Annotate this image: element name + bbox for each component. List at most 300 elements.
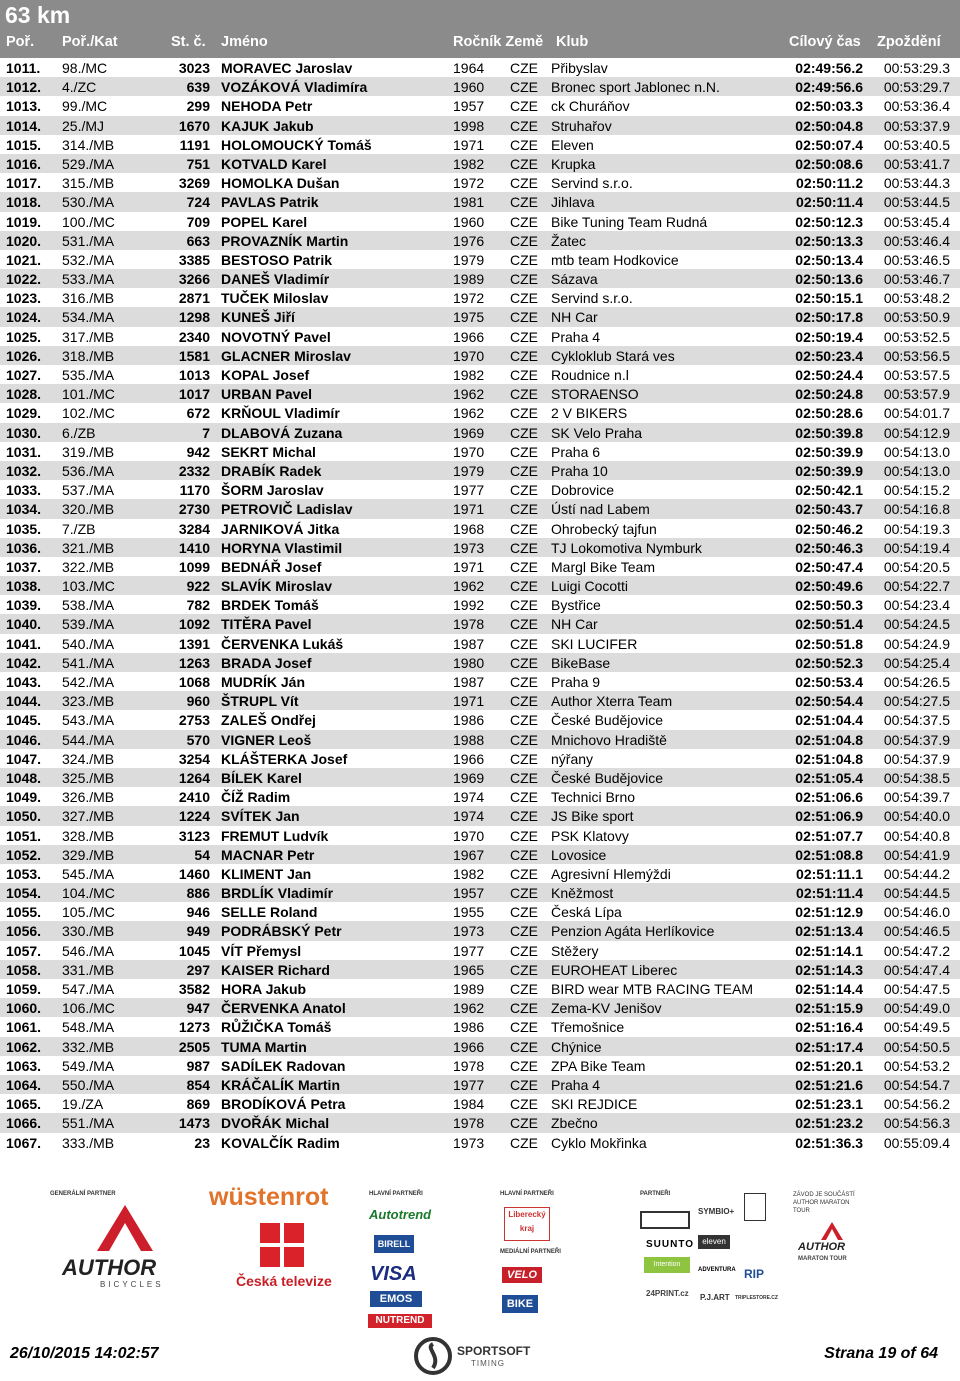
row-category-position: 549./MA [62, 1057, 115, 1074]
row-finish-time: 02:51:13.4 [795, 923, 863, 940]
row-time-behind: 00:53:46.4 [883, 232, 950, 249]
amt-label: ZÁVOD JE SOUČÁSTÍ AUTHOR MARATON TOUR [793, 1192, 855, 1214]
row-position: 1019. [6, 213, 42, 230]
row-name: SADÍLEK Radovan [221, 1057, 346, 1074]
row-category-position: 323./MB [62, 693, 115, 710]
row-start-number: 3254 [178, 750, 210, 767]
row-year: 1989 [453, 271, 485, 288]
row-country: CZE [510, 1096, 538, 1113]
row-club: Luigi Cocotti [551, 578, 629, 595]
row-finish-time: 02:51:23.2 [795, 1115, 863, 1132]
row-position: 1036. [6, 539, 42, 556]
row-start-number: 1013 [178, 367, 210, 383]
row-country: CZE [510, 961, 538, 978]
row-name: URBAN Pavel [221, 386, 313, 403]
row-position: 1030. [6, 424, 42, 441]
row-start-number: 2410 [178, 789, 210, 806]
amt-logo-icon [820, 1221, 844, 1241]
row-time-behind: 00:53:50.9 [883, 309, 950, 326]
row-country: CZE [510, 405, 538, 422]
row-category-position: 103./MC [62, 578, 115, 595]
row-finish-time: 02:50:12.3 [795, 213, 863, 230]
row-country: CZE [510, 155, 538, 172]
row-country: CZE [510, 60, 538, 76]
row-position: 1062. [6, 1038, 42, 1055]
row-finish-time: 02:50:51.8 [795, 635, 863, 652]
table-row [0, 154, 960, 173]
row-year: 1962 [453, 386, 485, 403]
row-start-number: 1191 [179, 136, 210, 153]
row-finish-time: 02:50:50.3 [795, 597, 863, 614]
row-name: SEKRT Michal [221, 443, 316, 460]
row-time-behind: 00:53:36.4 [883, 98, 950, 115]
row-time-behind: 00:53:41.7 [883, 155, 950, 172]
row-club: Lovosice [551, 846, 607, 863]
row-name: TITĚRA Pavel [221, 616, 312, 633]
row-category-position: 332./MB [62, 1038, 115, 1055]
row-year: 1965 [453, 961, 485, 978]
row-time-behind: 00:54:53.2 [883, 1057, 950, 1074]
row-country: CZE [510, 136, 538, 153]
row-name: VOZÁKOVÁ Vladimíra [221, 79, 368, 96]
row-name: DLABOVÁ Zuzana [221, 424, 343, 441]
row-club: Třemošnice [551, 1019, 625, 1036]
ceska-televize-icon [258, 1221, 308, 1271]
row-position: 1048. [6, 769, 42, 786]
row-time-behind: 00:54:49.0 [883, 1000, 950, 1017]
row-category-position: 316./MB [62, 290, 115, 307]
row-country: CZE [510, 865, 538, 882]
main-partners-label: HLAVNÍ PARTNEŘI [369, 1191, 423, 1197]
row-club: Krupka [551, 155, 596, 172]
row-position: 1051. [6, 827, 42, 844]
table-row [0, 826, 960, 845]
row-club: České Budějovice [551, 769, 664, 786]
row-position: 1043. [6, 674, 42, 690]
row-country: CZE [510, 1057, 538, 1074]
autotrend-logo: Autotrend [369, 1207, 432, 1222]
row-category-position: 320./MB [62, 501, 115, 518]
row-name: VIGNER Leoš [221, 731, 312, 748]
row-name: HOLOMOUCKÝ Tomáš [221, 136, 372, 153]
row-name: BEDNÁŘ Josef [221, 558, 322, 575]
row-country: CZE [510, 981, 538, 997]
row-finish-time: 02:50:08.6 [795, 155, 863, 172]
pjart-logo: P.J.ART [700, 1293, 730, 1302]
row-start-number: 3269 [178, 175, 210, 192]
row-year: 1986 [453, 1019, 485, 1036]
row-time-behind: 00:54:25.4 [883, 654, 950, 671]
row-position: 1027. [6, 367, 42, 383]
row-country: CZE [510, 942, 538, 959]
row-finish-time: 02:50:13.6 [795, 271, 863, 288]
row-category-position: 318./MB [62, 347, 115, 364]
row-time-behind: 00:54:15.2 [883, 482, 950, 499]
row-time-behind: 00:53:46.7 [883, 271, 950, 288]
row-category-position: 325./MB [62, 769, 115, 786]
row-year: 1972 [453, 175, 485, 192]
row-country: CZE [510, 712, 538, 729]
row-year: 1975 [453, 309, 485, 326]
row-start-number: 663 [186, 232, 210, 249]
row-finish-time: 02:51:04.8 [795, 750, 863, 767]
row-year: 1970 [453, 443, 485, 460]
row-club: BikeBase [551, 654, 611, 671]
row-start-number: 1092 [178, 616, 210, 633]
row-finish-time: 02:50:07.4 [795, 136, 863, 153]
row-time-behind: 00:53:45.4 [883, 213, 950, 230]
row-position: 1023. [6, 290, 42, 307]
row-start-number: 947 [186, 1000, 210, 1017]
table-row [0, 845, 960, 864]
row-year: 1976 [453, 232, 485, 249]
row-club: PSK Klatovy [551, 827, 629, 844]
col-st: St. č. [171, 34, 206, 50]
row-time-behind: 00:54:24.9 [883, 635, 950, 652]
row-country: CZE [510, 328, 538, 345]
row-time-behind: 00:54:16.8 [883, 501, 950, 518]
col-zpozdeni: Zpoždění [877, 34, 941, 50]
row-category-position: 324./MB [62, 750, 115, 767]
row-club: Mnichovo Hradiště [551, 731, 667, 748]
table-row [0, 672, 960, 691]
row-club: EUROHEAT Liberec [551, 961, 678, 978]
row-year: 1960 [453, 213, 485, 230]
row-finish-time: 02:50:11.4 [796, 194, 863, 211]
row-position: 1025. [6, 328, 42, 345]
row-country: CZE [510, 539, 538, 556]
row-category-position: 541./MA [62, 654, 115, 671]
row-country: CZE [510, 731, 538, 748]
table-row [0, 423, 960, 442]
row-position: 1056. [6, 923, 42, 940]
row-club: mtb team Hodkovice [551, 251, 679, 268]
row-club: Ohrobecký tajfun [551, 520, 657, 537]
row-country: CZE [510, 117, 538, 134]
row-time-behind: 00:53:44.5 [883, 194, 950, 211]
row-year: 1981 [453, 194, 485, 211]
row-year: 1973 [453, 923, 485, 940]
row-start-number: 23 [194, 1134, 210, 1151]
row-year: 1968 [453, 520, 485, 537]
row-time-behind: 00:54:49.5 [883, 1019, 950, 1036]
row-start-number: 1581 [178, 347, 210, 364]
row-country: CZE [510, 1000, 538, 1017]
row-finish-time: 02:50:46.3 [795, 539, 863, 556]
col-klub: Klub [556, 34, 589, 50]
wustenrot-logo: wüstenrot [209, 1183, 329, 1211]
table-row [0, 212, 960, 231]
row-start-number: 1410 [178, 539, 210, 556]
row-finish-time: 02:49:56.2 [795, 60, 863, 76]
row-category-position: 543./MA [62, 712, 115, 729]
row-time-behind: 00:54:47.2 [883, 942, 950, 959]
row-category-position: 533./MA [62, 271, 115, 288]
row-finish-time: 02:49:56.6 [795, 79, 863, 96]
row-time-behind: 00:53:48.2 [883, 290, 950, 307]
row-club: Cyklo Mokřinka [551, 1134, 647, 1151]
table-row [0, 135, 960, 154]
table-row [0, 883, 960, 902]
table-row [0, 442, 960, 461]
row-country: CZE [510, 347, 538, 364]
row-time-behind: 00:53:40.5 [883, 136, 950, 153]
row-finish-time: 02:51:07.7 [795, 827, 863, 844]
row-year: 1969 [453, 769, 485, 786]
row-category-position: 326./MB [62, 789, 115, 806]
row-name: PODRÁBSKÝ Petr [221, 923, 342, 940]
row-name: KOTVALD Karel [221, 155, 327, 172]
row-club: NH Car [551, 616, 598, 633]
row-name: KRÁČALÍK Martin [221, 1076, 340, 1093]
row-name: KLIMENT Jan [221, 865, 312, 882]
table-row [0, 499, 960, 518]
row-year: 1974 [453, 789, 485, 806]
row-position: 1011. [6, 60, 41, 76]
row-club: Eleven [551, 136, 594, 153]
row-year: 1987 [453, 674, 485, 690]
row-country: CZE [510, 904, 538, 921]
row-category-position: 104./MC [62, 885, 115, 902]
row-start-number: 54 [194, 846, 210, 863]
row-category-position: 538./MA [62, 597, 115, 614]
row-finish-time: 02:50:13.4 [795, 251, 863, 268]
table-row [0, 730, 960, 749]
row-category-position: 548./MA [62, 1019, 115, 1036]
row-club: BIRD wear MTB RACING TEAM [551, 981, 753, 997]
row-country: CZE [510, 213, 538, 230]
table-row [0, 250, 960, 269]
general-partner-label: GENERÁLNÍ PARTNER [50, 1191, 116, 1197]
row-finish-time: 02:51:04.8 [795, 731, 863, 748]
row-category-position: 321./MB [62, 539, 115, 556]
row-year: 1979 [453, 251, 485, 268]
row-finish-time: 02:50:51.4 [795, 616, 863, 633]
row-position: 1046. [6, 731, 42, 748]
row-name: RŮŽIČKA Tomáš [221, 1019, 332, 1036]
table-row [0, 480, 960, 499]
row-year: 1978 [453, 1057, 485, 1074]
row-name: NEHODA Petr [221, 98, 313, 115]
row-time-behind: 00:54:01.7 [883, 405, 950, 422]
row-finish-time: 02:50:39.9 [795, 462, 863, 479]
row-start-number: 946 [186, 904, 210, 921]
visa-logo: VISA [370, 1263, 417, 1285]
row-category-position: 328./MB [62, 827, 115, 844]
row-start-number: 2505 [178, 1038, 210, 1055]
row-country: CZE [510, 1115, 538, 1132]
table-row [0, 749, 960, 768]
row-year: 1973 [453, 1134, 485, 1151]
row-name: JARNIKOVÁ Jitka [221, 520, 340, 537]
row-start-number: 2753 [178, 712, 210, 729]
row-year: 1974 [453, 808, 485, 825]
partner-badge-2 [744, 1193, 766, 1221]
row-country: CZE [510, 386, 538, 403]
row-name: BÍLEK Karel [221, 769, 302, 786]
row-year: 1992 [453, 597, 485, 614]
table-row [0, 231, 960, 250]
row-start-number: 1263 [178, 654, 210, 671]
row-finish-time: 02:50:11.2 [796, 175, 863, 192]
row-time-behind: 00:53:29.3 [883, 60, 950, 76]
row-time-behind: 00:54:44.2 [883, 865, 950, 882]
row-time-behind: 00:54:37.5 [883, 712, 950, 729]
row-name: POPEL Karel [221, 213, 308, 230]
row-time-behind: 00:53:29.7 [883, 79, 950, 96]
row-category-position: 333./MB [62, 1134, 115, 1151]
row-year: 1978 [453, 1115, 485, 1132]
row-category-position: 330./MB [62, 923, 115, 940]
row-year: 1978 [453, 616, 485, 633]
row-country: CZE [510, 309, 538, 326]
row-time-behind: 00:54:40.0 [883, 808, 950, 825]
row-finish-time: 02:51:08.8 [795, 846, 863, 863]
row-club: Struhařov [551, 117, 612, 134]
table-row [0, 288, 960, 307]
row-time-behind: 00:53:37.9 [883, 117, 950, 134]
author-sub: BICYCLES [100, 1280, 164, 1289]
row-time-behind: 00:54:38.5 [883, 769, 950, 786]
row-club: ZPA Bike Team [551, 1057, 646, 1074]
row-time-behind: 00:54:56.3 [883, 1115, 950, 1132]
author-logo: AUTHOR [62, 1255, 157, 1280]
row-country: CZE [510, 520, 538, 537]
row-name: BRDLÍK Vladimír [221, 885, 334, 902]
row-category-position: 537./MA [62, 482, 115, 499]
row-year: 1986 [453, 712, 485, 729]
row-year: 1962 [453, 578, 485, 595]
row-finish-time: 02:51:11.1 [796, 865, 863, 882]
row-year: 1970 [453, 347, 485, 364]
row-start-number: 854 [186, 1076, 210, 1093]
row-start-number: 942 [186, 443, 210, 460]
row-club: SKI REJDICE [551, 1096, 638, 1113]
row-category-position: 542./MA [62, 674, 115, 690]
row-start-number: 570 [186, 731, 210, 748]
row-finish-time: 02:51:14.4 [795, 981, 863, 997]
row-start-number: 297 [186, 961, 210, 978]
row-finish-time: 02:51:12.9 [795, 904, 863, 921]
row-country: CZE [510, 232, 538, 249]
row-country: CZE [510, 367, 538, 383]
partner-badge-1 [640, 1211, 690, 1229]
column-headers [0, 34, 960, 54]
row-start-number: 3023 [178, 60, 210, 76]
row-club: Penzion Agáta Herlíkovice [551, 923, 715, 940]
row-position: 1053. [6, 865, 42, 882]
row-country: CZE [510, 674, 538, 690]
row-year: 1957 [453, 885, 485, 902]
row-finish-time: 02:51:21.6 [795, 1076, 863, 1093]
row-name: DANEŠ Vladimír [221, 271, 330, 288]
row-category-position: 314./MB [62, 136, 115, 153]
row-name: BRADA Josef [221, 654, 312, 671]
row-name: PAVLAS Patrik [221, 194, 319, 211]
sportsoft-text: SPORTSOFT [457, 1344, 531, 1358]
row-year: 1973 [453, 539, 485, 556]
row-start-number: 639 [186, 79, 210, 96]
ceska-televize-logo: Česká televize [236, 1273, 332, 1289]
row-club: Kněžmost [551, 885, 614, 902]
row-year: 1977 [453, 482, 485, 499]
row-position: 1058. [6, 961, 42, 978]
table-row [0, 864, 960, 883]
row-start-number: 1264 [178, 769, 210, 786]
velo-logo: VELO [502, 1267, 542, 1283]
row-year: 1955 [453, 904, 485, 921]
row-start-number: 1017 [178, 386, 210, 403]
row-finish-time: 02:50:03.3 [795, 98, 863, 115]
row-position: 1049. [6, 789, 42, 806]
row-club: JS Bike sport [551, 808, 634, 825]
row-name: MORAVEC Jaroslav [221, 60, 353, 76]
bike-logo: BIKE [502, 1295, 538, 1313]
media-partners-label: MEDIÁLNÍ PARTNEŘI [500, 1249, 561, 1255]
row-club: Bronec sport Jablonec n.N. [551, 79, 720, 96]
row-time-behind: 00:53:44.3 [883, 175, 950, 192]
row-name: KAISER Richard [221, 961, 330, 978]
row-category-position: 547./MA [62, 981, 115, 997]
row-category-position: 529./MA [62, 155, 115, 172]
table-row [0, 403, 960, 422]
row-name: NOVOTNÝ Pavel [221, 328, 331, 345]
row-time-behind: 00:53:46.5 [883, 251, 950, 268]
row-category-position: 551./MA [62, 1115, 115, 1132]
row-country: CZE [510, 635, 538, 652]
row-name: HORYNA Vlastimil [221, 539, 343, 556]
page-title: 63 km [5, 2, 71, 28]
row-position: 1018. [6, 194, 42, 211]
row-time-behind: 00:53:56.5 [883, 347, 950, 364]
row-country: CZE [510, 175, 538, 192]
row-position: 1016. [6, 155, 42, 172]
table-row [0, 576, 960, 595]
row-position: 1060. [6, 1000, 42, 1017]
row-country: CZE [510, 194, 538, 211]
row-country: CZE [510, 846, 538, 863]
row-time-behind: 00:54:37.9 [883, 750, 950, 767]
row-finish-time: 02:51:06.9 [795, 808, 863, 825]
table-row [0, 346, 960, 365]
row-category-position: 6./ZB [62, 424, 96, 441]
row-time-behind: 00:54:47.4 [883, 961, 950, 978]
row-position: 1044. [6, 693, 42, 710]
row-club: Praha 10 [551, 462, 608, 479]
row-country: CZE [510, 1134, 538, 1151]
table-row [0, 787, 960, 806]
row-year: 1971 [453, 558, 485, 575]
row-club: Servind s.r.o. [551, 290, 633, 307]
row-time-behind: 00:54:19.4 [883, 539, 950, 556]
row-time-behind: 00:54:56.2 [883, 1096, 950, 1113]
row-start-number: 886 [186, 885, 210, 902]
timing-text: TIMING [471, 1359, 505, 1368]
row-name: TUMA Martin [221, 1038, 307, 1055]
triple-logo: TRIPLESTORE.CZ [735, 1295, 778, 1301]
table-row [0, 1037, 960, 1056]
row-start-number: 724 [186, 194, 210, 211]
row-position: 1052. [6, 846, 42, 863]
row-club: nýřany [551, 750, 594, 767]
row-name: DRABÍK Radek [221, 462, 322, 479]
row-finish-time: 02:50:24.8 [795, 386, 863, 403]
row-year: 1979 [453, 462, 485, 479]
row-category-position: 102./MC [62, 405, 115, 422]
row-club: Zbečno [551, 1115, 598, 1132]
row-country: CZE [510, 597, 538, 614]
row-club: Sázava [551, 271, 598, 288]
